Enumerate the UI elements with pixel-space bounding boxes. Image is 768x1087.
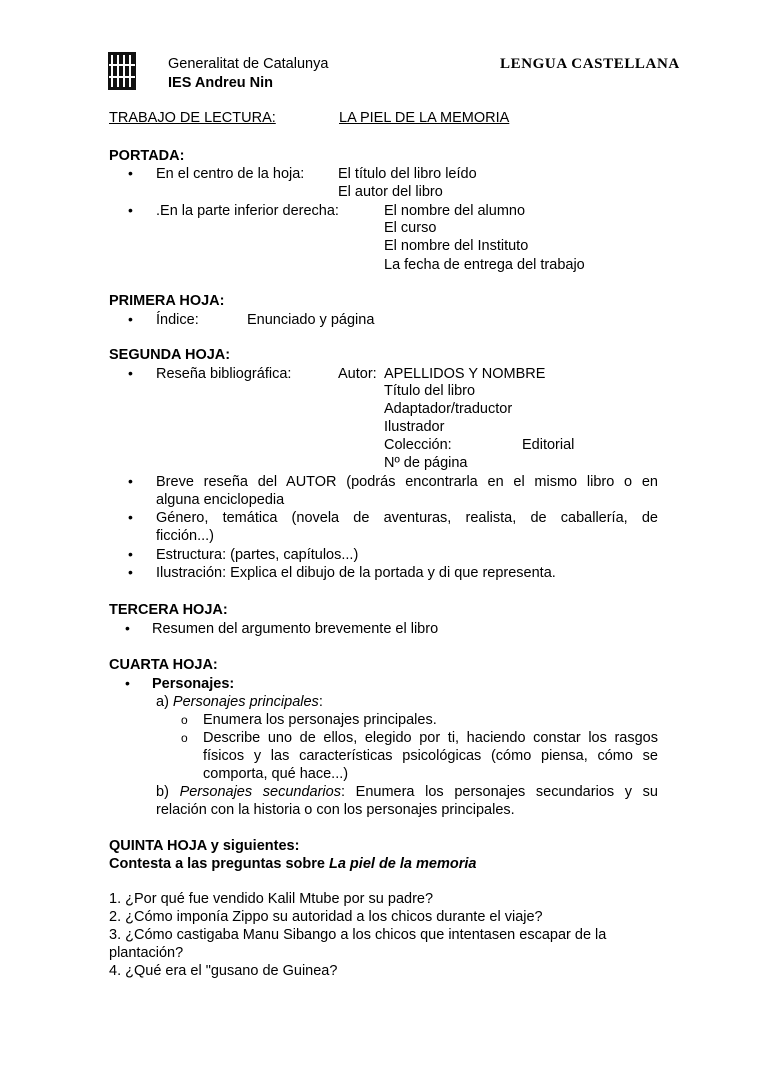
- question: 3. ¿Cómo castigaba Manu Sibango a los chicos que intentasen escapar de la: [109, 927, 607, 943]
- cuarta-personajes: Personajes:: [152, 676, 235, 692]
- portada-item2-value: El curso: [384, 220, 437, 236]
- quinta-subheading: Contesta a las preguntas sobre La piel de la memoria: [109, 856, 477, 872]
- segunda-autor-label: Autor:: [338, 366, 377, 382]
- bullet-icon: •: [128, 509, 133, 525]
- portada-item1-label: En el centro de la hoja:: [156, 166, 305, 182]
- bullet-icon: •: [125, 675, 130, 691]
- segunda-bullet5: Ilustración: Explica el dibujo de la portada y di que representa.: [156, 565, 556, 581]
- segunda-bullet2-line1: Breve reseña del AUTOR (podrás encontrarla en el mismo libro o en: [156, 474, 658, 490]
- primera-item-value: Enunciado y página: [247, 312, 375, 328]
- tercera-item: Resumen del argumento brevemente el libro: [152, 621, 439, 637]
- segunda-bullet3-line2: ficción...): [156, 528, 215, 544]
- cuarta-sub2-line1: Describe uno de ellos, elegido por ti, haciendo constar los rasgos: [203, 730, 658, 746]
- portada-item2-value: El nombre del Instituto: [384, 238, 529, 254]
- question: plantación?: [109, 945, 184, 961]
- cuarta-sub2-line2: físicos y las características psicológicas (cómo piensa, cómo se: [203, 748, 658, 764]
- header-school: IES Andreu Nin: [168, 75, 273, 91]
- portada-item2-value: El nombre del alumno: [384, 203, 526, 219]
- cuarta-heading: CUARTA HOJA:: [109, 657, 218, 673]
- portada-item1-value: El título del libro leído: [338, 166, 477, 182]
- bullet-icon: •: [128, 365, 133, 381]
- bullet-icon: •: [128, 564, 133, 580]
- primera-item-label: Índice:: [156, 312, 199, 328]
- circle-bullet-icon: o: [181, 713, 188, 727]
- segunda-pagina: Nº de página: [384, 455, 468, 471]
- title-book: LA PIEL DE LA MEMORIA: [339, 110, 510, 126]
- segunda-bullet2-line2: alguna enciclopedia: [156, 492, 285, 508]
- bullet-icon: •: [128, 202, 133, 218]
- segunda-resena-label: Reseña bibliográfica:: [156, 366, 292, 382]
- circle-bullet-icon: o: [181, 731, 188, 745]
- portada-item1-value: El autor del libro: [338, 184, 443, 200]
- cuarta-a: a) Personajes principales:: [156, 694, 323, 710]
- cuarta-sub1: Enumera los personajes principales.: [203, 712, 437, 728]
- segunda-field: Título del libro: [384, 383, 476, 399]
- portada-heading: PORTADA:: [109, 148, 185, 164]
- question: 4. ¿Qué era el "gusano de Guinea?: [109, 963, 338, 979]
- quinta-heading: QUINTA HOJA y siguientes:: [109, 838, 300, 854]
- segunda-heading: SEGUNDA HOJA:: [109, 347, 231, 363]
- bullet-icon: •: [128, 546, 133, 562]
- bullet-icon: •: [125, 620, 130, 636]
- segunda-editorial: Editorial: [522, 437, 575, 453]
- question: 1. ¿Por qué fue vendido Kalil Mtube por su padre?: [109, 891, 434, 907]
- tercera-heading: TERCERA HOJA:: [109, 602, 228, 618]
- segunda-field: Adaptador/traductor: [384, 401, 513, 417]
- bullet-icon: •: [128, 311, 133, 327]
- segunda-field: Ilustrador: [384, 419, 445, 435]
- cuarta-sub2-line3: comporta, qué hace...): [203, 766, 349, 782]
- bullet-icon: •: [128, 473, 133, 489]
- bullet-icon: •: [128, 165, 133, 181]
- header-org: Generalitat de Catalunya: [168, 56, 329, 72]
- portada-item2-label: .En la parte inferior derecha:: [156, 203, 339, 219]
- segunda-bullet3-line1: Género, temática (novela de aventuras, realista, de caballería, de: [156, 510, 658, 526]
- title-label: TRABAJO DE LECTURA:: [109, 110, 276, 126]
- generalitat-logo-icon: [108, 52, 136, 90]
- header-subject: LENGUA CASTELLANA: [500, 56, 680, 72]
- segunda-autor-value: APELLIDOS Y NOMBRE: [384, 366, 546, 382]
- segunda-field: Colección:: [384, 437, 452, 453]
- question: 2. ¿Cómo imponía Zippo su autoridad a los chicos durante el viaje?: [109, 909, 543, 925]
- cuarta-b-line1: b) Personajes secundarios: Enumera los personajes secundarios y su: [156, 784, 658, 800]
- portada-item2-value: La fecha de entrega del trabajo: [384, 257, 585, 273]
- primera-heading: PRIMERA HOJA:: [109, 293, 225, 309]
- segunda-bullet4: Estructura: (partes, capítulos...): [156, 547, 359, 563]
- cuarta-b-line2: relación con la historia o con los personajes principales.: [156, 802, 515, 818]
